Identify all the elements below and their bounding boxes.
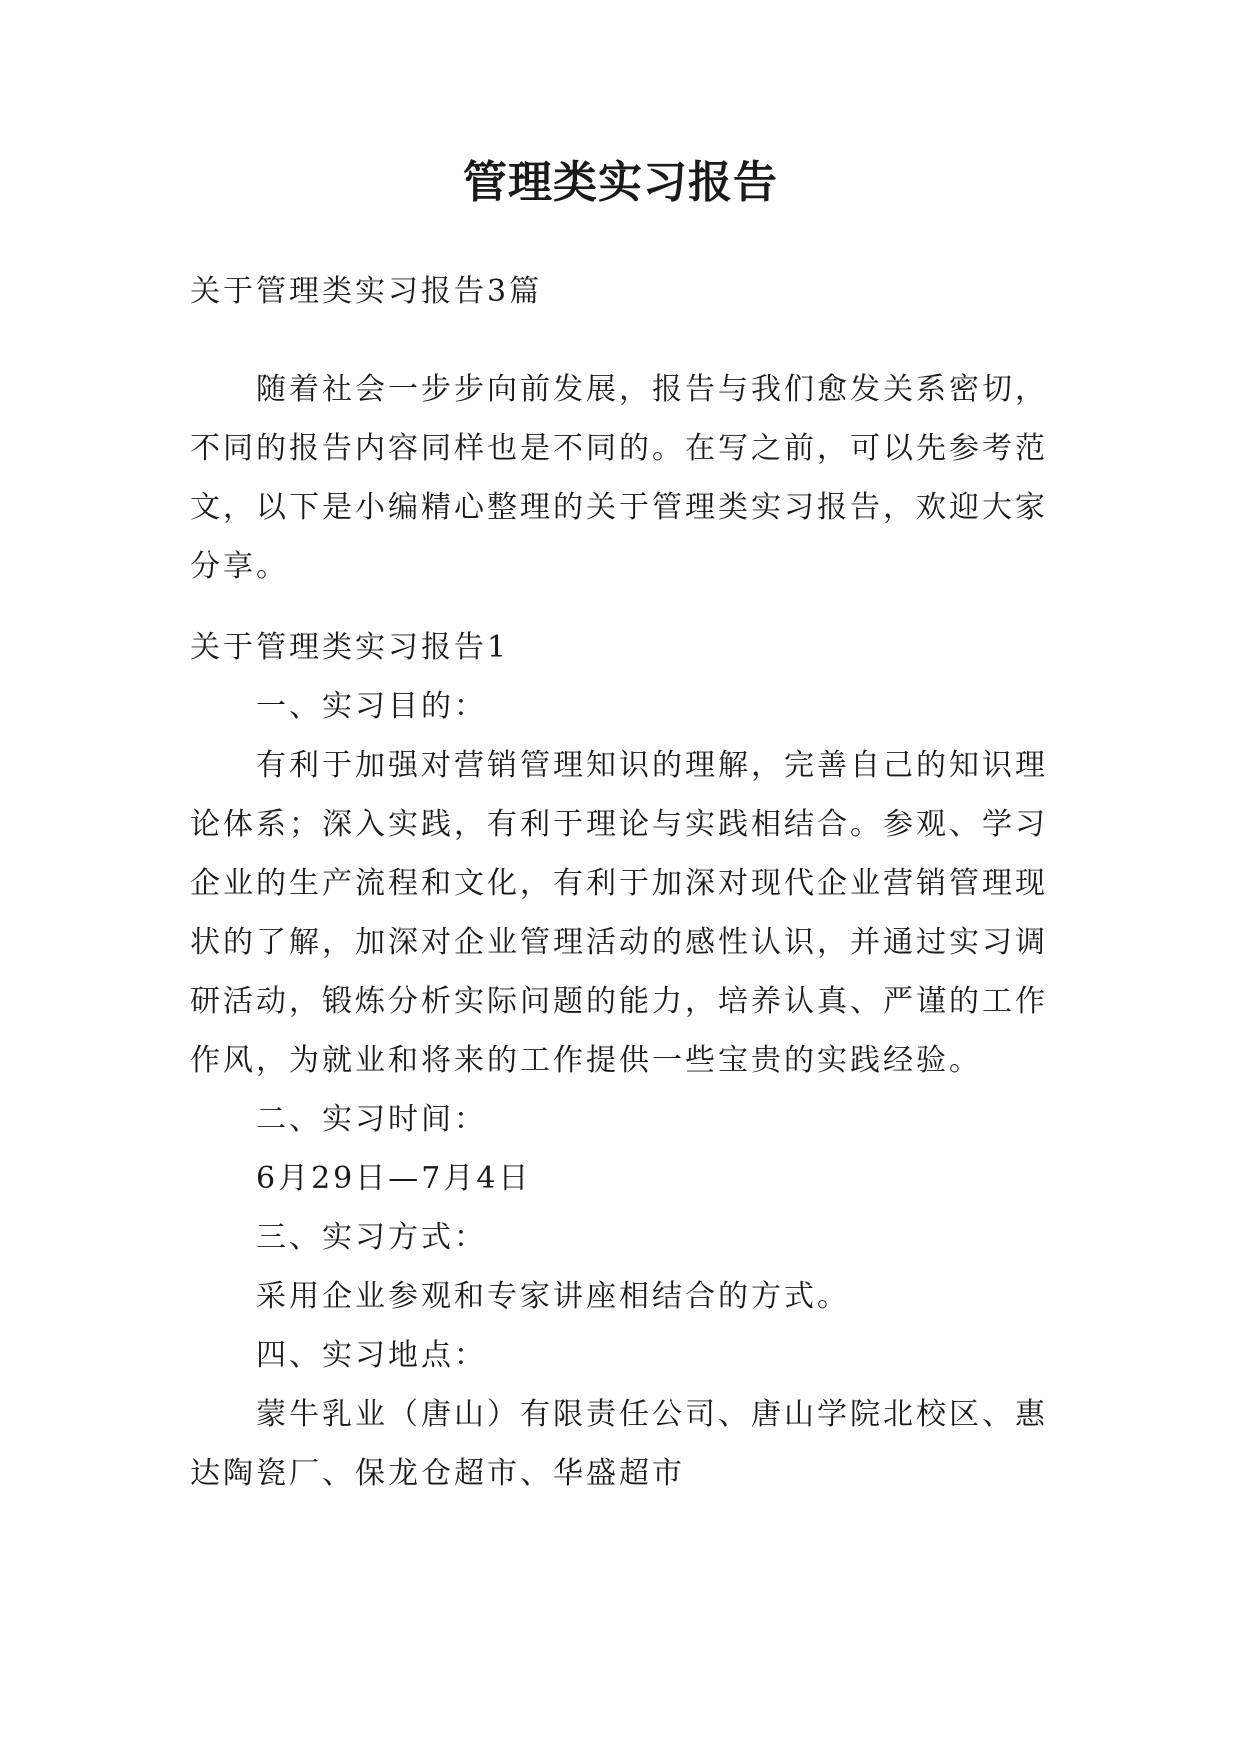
intro-line: 文，以下是小编精心整理的关于管理类实习报告，欢迎大家 xyxy=(190,490,1048,525)
document-subtitle xyxy=(190,262,1070,321)
location-line: 达陶瓷厂、保龙仓超市、华盛超市 xyxy=(190,1456,685,1491)
time-value: 6月29日—7月4日 xyxy=(256,1161,532,1196)
section-heading: 关于管理类实习报告1 xyxy=(190,630,510,665)
method-value: 采用企业参观和专家讲座相结合的方式。 xyxy=(256,1279,850,1314)
intro-line: 随着社会一步步向前发展，报告与我们愈发关系密切， xyxy=(256,372,1048,407)
document-title: 管理类实习报告 xyxy=(463,157,778,208)
intro-line: 分享。 xyxy=(190,549,289,584)
intro-line: 不同的报告内容同样也是不同的。在写之前，可以先参考范 xyxy=(190,431,1048,466)
report-section-1 xyxy=(190,618,1070,1503)
method-heading: 三、实习方式： xyxy=(256,1220,487,1255)
time-heading: 二、实习时间： xyxy=(256,1102,487,1137)
location-line: 蒙牛乳业（唐山）有限责任公司、唐山学院北校区、惠 xyxy=(256,1397,1048,1432)
purpose-line: 论体系；深入实践，有利于理论与实践相结合。参观、学习 xyxy=(190,807,1048,842)
purpose-line: 状的了解，加深对企业管理活动的感性认识，并通过实习调 xyxy=(190,925,1048,960)
subtitle-text: 关于管理类实习报告3篇 xyxy=(190,274,543,309)
purpose-line: 企业的生产流程和文化，有利于加深对现代企业营销管理现 xyxy=(190,866,1048,901)
purpose-heading: 一、实习目的： xyxy=(256,689,487,724)
purpose-line: 研活动，锻炼分析实际问题的能力，培养认真、严谨的工作 xyxy=(190,984,1048,1019)
intro-paragraph xyxy=(190,360,1070,596)
location-heading: 四、实习地点： xyxy=(256,1338,487,1373)
purpose-line: 有利于加强对营销管理知识的理解，完善自己的知识理 xyxy=(256,748,1048,783)
purpose-line: 作风，为就业和将来的工作提供一些宝贵的实践经验。 xyxy=(190,1043,982,1078)
